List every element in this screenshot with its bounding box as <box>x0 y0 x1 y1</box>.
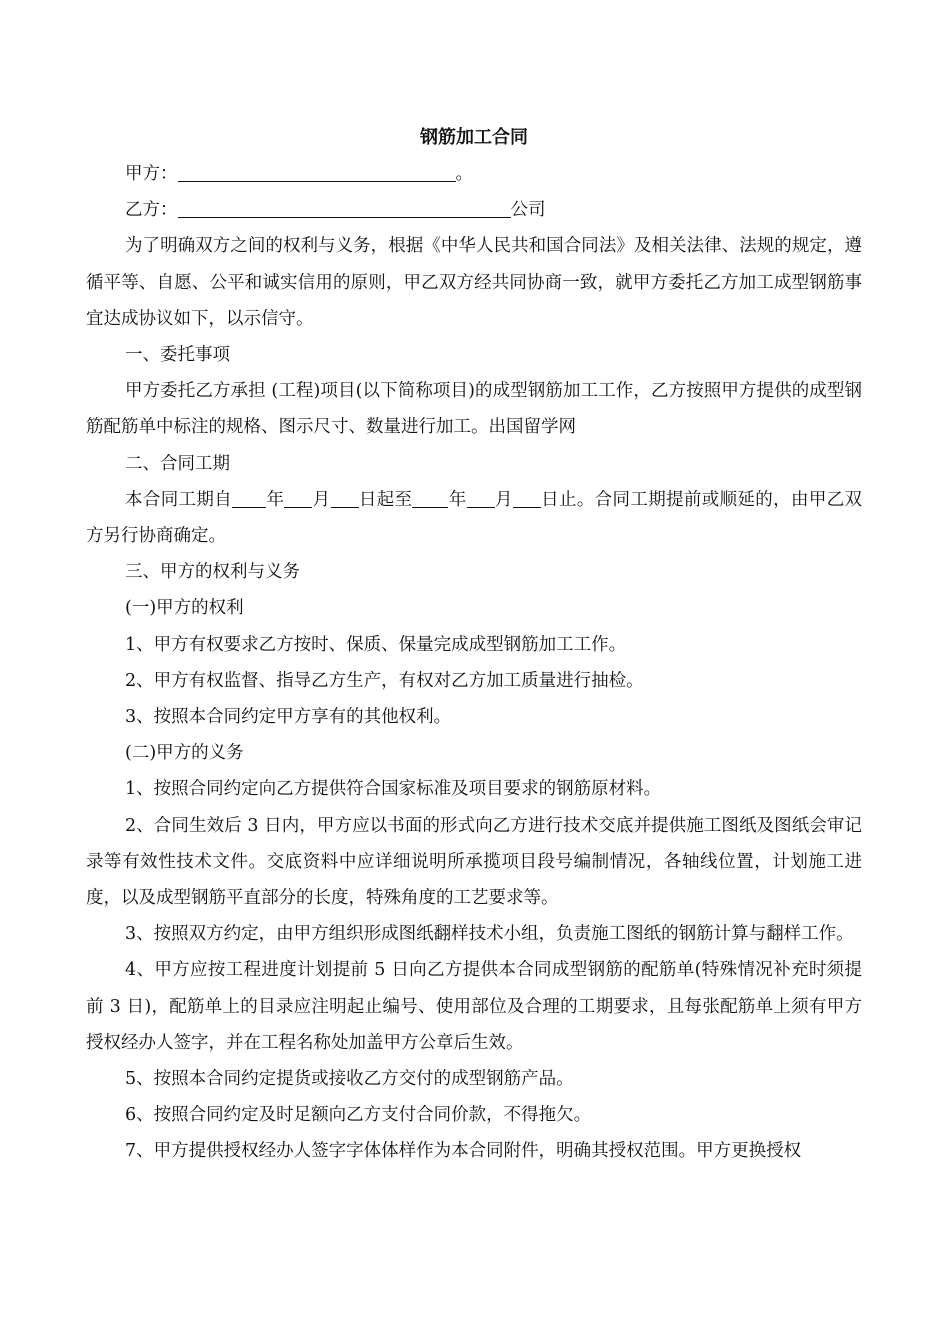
section1-text: 甲方委托乙方承担 (工程)项目(以下简称项目)的成型钢筋加工工作，乙方按照甲方提供的成型钢筋配筋单中标注的规格、图示尺寸、数量进行加工。出国留学网 <box>86 381 862 438</box>
term-text-5: 年 <box>448 489 467 510</box>
term-text-7: 日止。合同工期提前或顺延的，由甲乙双方另行协商确定。 <box>86 489 863 547</box>
document-title: 钢筋加工合同 <box>420 127 528 148</box>
term-text-2: 年 <box>266 489 285 510</box>
party-b-blank <box>178 199 511 218</box>
intro-paragraph: 为了明确双方之间的权利与义务，根据《中华人民共和国合同法》及相关法律、法规的规定，遵循平等、自愿、公平和诚实信用的原则，甲乙双方经共同协商一致，就甲方委托乙方加工成型钢筋事宜达成协议如下，以示信守。 <box>86 236 862 329</box>
rights-item-1: 1、甲方有权要求乙方按时、保质、保量完成成型钢筋加工工作。 <box>125 634 627 655</box>
term-text-3: 月 <box>312 489 331 510</box>
party-a-suffix: 。 <box>455 164 473 184</box>
start-day-blank <box>331 489 359 508</box>
start-year-blank <box>232 489 266 508</box>
end-day-blank <box>513 489 541 508</box>
section2-heading: 二、合同工期 <box>125 453 230 474</box>
duties-item-2: 2、合同生效后 3 日内，甲方应以书面的形式向乙方进行技术交底并提供施工图纸及图纸会审记录等有效性技术文件。交底资料中应详细说明所承揽项目段号编制情况，各轴线位置，计划施工进度，以及成型钢筋平直部分的长度，特殊角度的工艺要求等。 <box>86 815 862 909</box>
duties-heading: (二)甲方的义务 <box>125 743 244 764</box>
duties-item-1: 1、按照合同约定向乙方提供符合国家标准及项目要求的钢筋原材料。 <box>125 779 662 800</box>
duties-item-7: 7、甲方提供授权经办人签字字体体样作为本合同附件，明确其授权范围。甲方更换授权 <box>125 1141 802 1162</box>
section2-text <box>86 482 862 554</box>
party-b-line <box>86 192 862 228</box>
duties-item-3: 3、按照双方约定，由甲方组织形成图纸翻样技术小组，负责施工图纸的钢筋计算与翻样工作。 <box>125 924 854 945</box>
party-a-label: 甲方： <box>125 164 178 184</box>
term-text-4: 日起至 <box>358 489 413 510</box>
rights-heading: (一)甲方的权利 <box>125 598 244 619</box>
start-month-blank <box>284 489 312 508</box>
rights-item-2: 2、甲方有权监督、指导乙方生产，有权对乙方加工质量进行抽检。 <box>125 670 644 691</box>
end-month-blank <box>467 489 495 508</box>
party-a-blank <box>178 163 456 182</box>
duties-item-4: 4、甲方应按工程进度计划提前 5 日向乙方提供本合同成型钢筋的配筋单(特殊情况补充时须提前 3 日)，配筋单上的目录应注明起止编号、使用部位及合理的工期要求，且每张配筋单上须有甲方授权经办人签字，并在工程名称处加盖甲方公章后生效。 <box>86 960 862 1053</box>
end-year-blank <box>412 489 448 508</box>
party-b-label: 乙方： <box>125 200 178 221</box>
party-b-suffix: 公司 <box>510 200 546 221</box>
section1-heading: 一、委托事项 <box>125 345 230 366</box>
party-a-line <box>86 156 862 192</box>
term-text-6: 月 <box>494 489 513 510</box>
duties-item-6: 6、按照合同约定及时足额向乙方支付合同价款，不得拖欠。 <box>125 1105 592 1126</box>
term-text-1: 本合同工期自 <box>125 489 233 510</box>
rights-item-3: 3、按照本合同约定甲方享有的其他权利。 <box>125 707 452 728</box>
section3-heading: 三、甲方的权利与义务 <box>125 562 300 583</box>
duties-item-5: 5、按照本合同约定提货或接收乙方交付的成型钢筋产品。 <box>125 1069 574 1090</box>
